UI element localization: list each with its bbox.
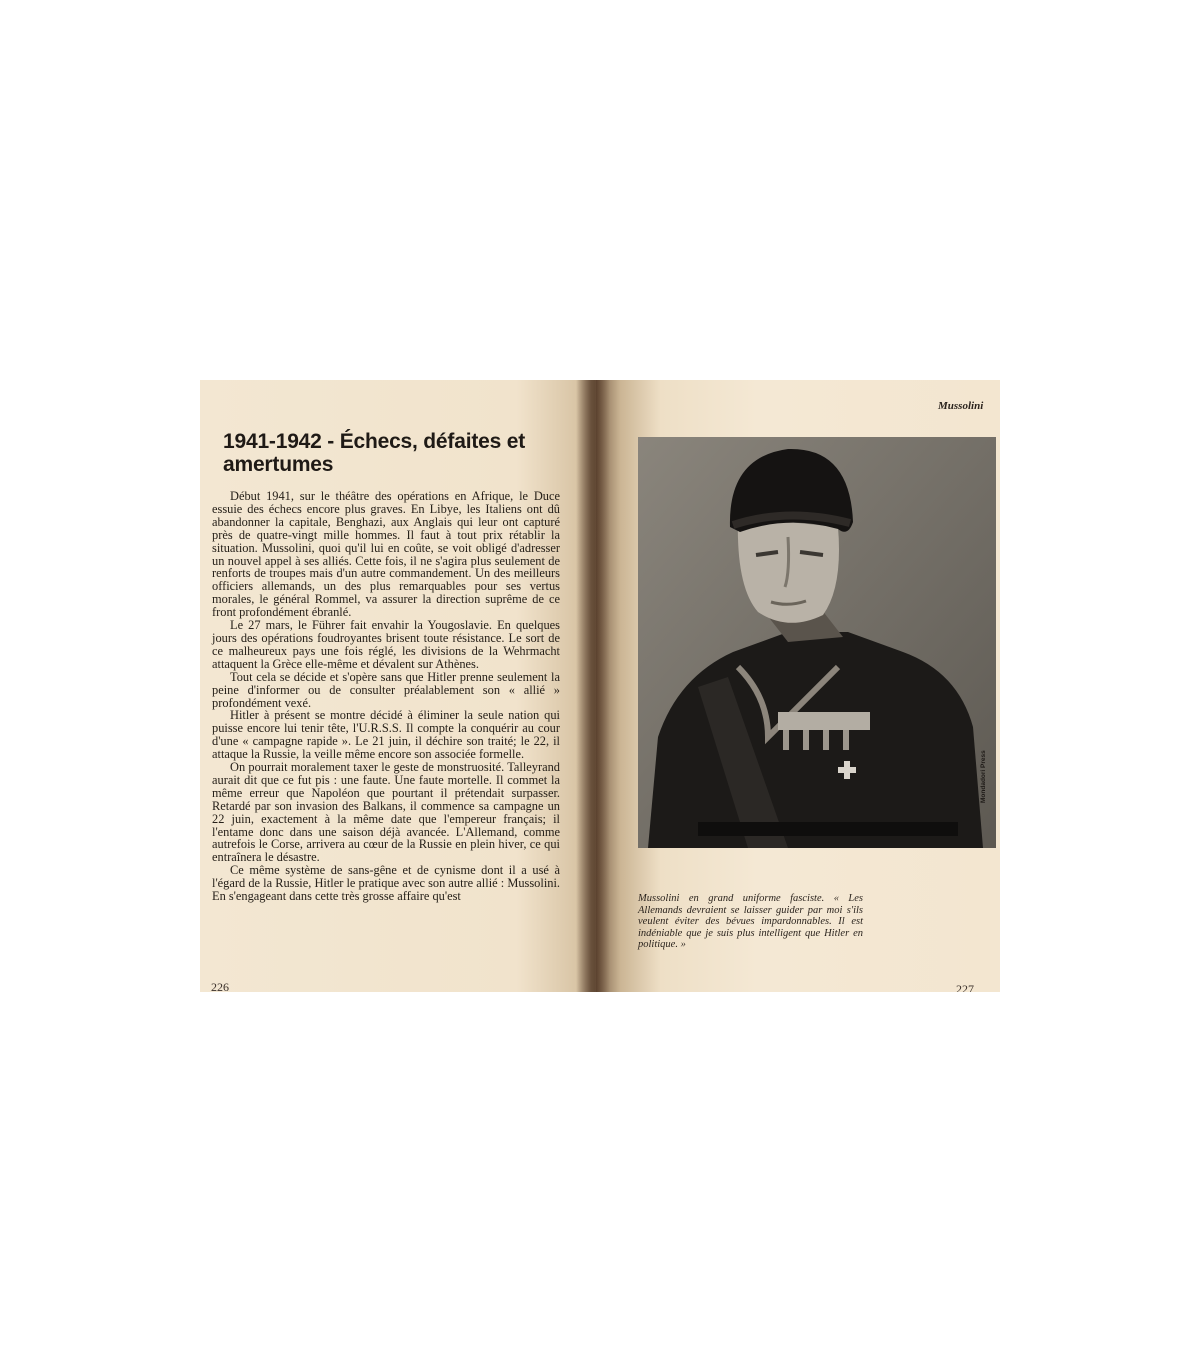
- photo-credit: Mondadori Press: [980, 750, 987, 803]
- book-gutter: [576, 380, 610, 992]
- page-number-left: 226: [211, 980, 229, 992]
- paragraph: On pourrait moralement taxer le geste de monstruosité. Talleyrand aurait dit que ce fut pis : une faute. Une faute mortelle. Il commet la même erreur que Napoléon que pourtant il prétendait surpasser. Retardé par son invasion des Balkans, il commence sa campagne un 22 juin, exactement à la même date que l'empereur français; il l'entame donc dans une saison déjà avancée. L'Allemand, comme autrefois le Corse, arrivera au cœur de la Russie en plein hiver, ce qui entraînera le désastre.: [212, 760, 560, 865]
- paragraph: Début 1941, sur le théâtre des opérations en Afrique, le Duce essuie des échecs encore plus graves. En Libye, les Italiens ont dû abandonner la capitale, Benghazi, aux Anglais qui leur ont capturé près de quatre-vingt mille hommes. Il faut à tout prix rétablir la situation. Mussolini, quoi qu'il lui en coûte, se voit obligé d'adresser un nouvel appel à ses alliés. Cette fois, il ne s'agira plus seulement de renforts de troupes mais d'un autre commandement. Un des meilleurs officiers allemands, un des plus remarquables pour ses vertus morales, le général Rommel, va assurer la direction suprême de ce front profondément ébranlé.: [212, 489, 560, 620]
- book-spread: [200, 380, 1000, 992]
- body-text: [212, 490, 560, 903]
- portrait-photo: [638, 437, 996, 848]
- page-number-right: 227: [956, 982, 974, 992]
- chapter-title: 1941-1942 - Échecs, défaites et amertumes: [223, 430, 525, 476]
- paragraph: Ce même système de sans-gêne et de cynisme dont il a usé à l'égard de la Russie, Hitler le pratique avec son autre allié : Mussolini. En s'engageant dans cette très grosse affaire qu'est: [212, 863, 560, 904]
- portrait-illustration: [638, 437, 996, 848]
- paragraph: Hitler à présent se montre décidé à éliminer la seule nation qui puisse encore lui tenir tête, l'U.R.S.S. Il compte la conquérir au cour d'une « campagne rapide ». Le 21 juin, il déchire son traité; le 22, il attaque la Russie, la veille même encore son associée formelle.: [212, 708, 560, 762]
- photo-caption: Mussolini en grand uniforme fasciste. « Les Allemands devraient se laisser guider par moi s'ils veulent éviter des bévues impardonnables. Il est indéniable que je suis plus intelligent que Hitler en politique. »: [638, 893, 863, 950]
- paragraph: Le 27 mars, le Führer fait envahir la Yougoslavie. En quelques jours des opérations foudroyantes brisent toute résistance. Le sort de ce malheureux pays une fois réglé, les divisions de la Wehrmacht attaquent la Grèce elle-même et dévalent sur Athènes.: [212, 618, 560, 671]
- paragraph: Tout cela se décide et s'opère sans que Hitler prenne seulement la peine d'informer ou de consulter préalablement son « allié » profondément vexé.: [212, 669, 560, 710]
- running-head: Mussolini: [938, 400, 984, 412]
